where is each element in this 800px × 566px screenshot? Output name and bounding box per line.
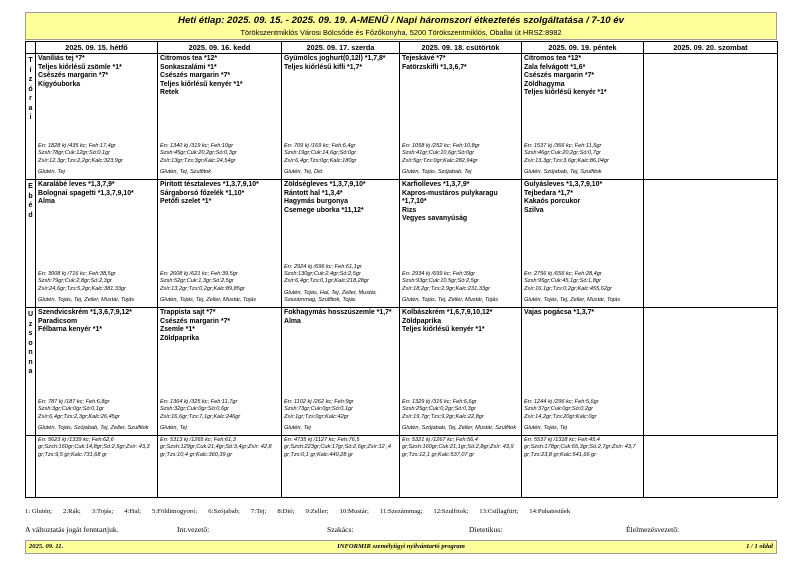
nutrition-info — [402, 143, 519, 176]
nutrition-info — [160, 143, 279, 176]
food-item: Teljes kiőrlésű kifli *1,7* — [284, 63, 363, 71]
program-name: INFORMIR személyiígyi nyilvántartó program — [337, 543, 465, 550]
page-footer — [25, 540, 777, 554]
nutrition-info — [38, 399, 155, 432]
weekly-menu-table — [25, 41, 778, 498]
food-item: Pirított tésztaleves *1,3,7,9,10* — [160, 181, 259, 188]
nutrition-info — [38, 271, 155, 304]
dietetikus-label: Dietetikus: — [469, 525, 503, 534]
food-item: Zsemle *1* — [160, 326, 195, 334]
allergen-list: Glutén, Tojás, Szójabab, Tej — [402, 168, 472, 175]
day-header: 2025. 09. 18. csütörtök — [400, 42, 522, 54]
menu-cell — [644, 54, 778, 180]
elelmezesvezeto-label: Élelmezésvezető: — [626, 525, 680, 534]
food-item: Vegyes savanyúság — [402, 215, 468, 223]
allergen-legend-item: 14:Puhatestűek — [529, 508, 571, 515]
menu-cell — [400, 308, 522, 436]
nutrition-values: En: 1244 kj /296 kc; Feh:5,6gr Szsh:37gr;Cuk:0gr;Só:0,2gr Zsír:14,2gr;Tzs:20gr;Kalc:0gr — [524, 399, 599, 420]
allergen-list: Glutén, Tej — [284, 424, 311, 431]
page-number: 1 / 1 oldal — [746, 543, 773, 550]
corner-cell — [26, 42, 36, 54]
menu-cell — [644, 308, 778, 436]
nutrition-values: En: 2924 kj /696 kc; Feh:61,1gr Szsh:130gr;Cuk:2,4gr;Só:2,5gr Zsír:6,4gr;Tzs:0,1gr;Kalc:218,28gr — [284, 263, 369, 285]
meal-label-letter: T — [28, 57, 33, 64]
food-item: Hagymás burgonya — [284, 198, 348, 206]
nutrition-info — [402, 399, 519, 432]
food-list — [284, 55, 397, 72]
menu-subtitle: Törökszentmiklós Városi Bölcsőde és Főzőkonyha, 5200 Törökszentmiklós, Oballai út HRSZ:8982 — [240, 28, 562, 37]
meal-label — [26, 54, 36, 180]
food-list — [38, 55, 155, 89]
daily-total: En: 5537 kj /1318 kc; Feh:45,4 gr;Szsh:178gr;Cuk:65,3gr;Só:2,7gr;Zsír: 43,7 gr;Tzs:23,8 gr;Kalc:541,66 gr — [522, 436, 644, 498]
food-item: Gulyásleves *1,3,7,9,10* — [524, 181, 603, 188]
menu-cell — [522, 54, 644, 180]
day-header: 2025. 09. 19. péntek — [522, 42, 644, 54]
daily-total — [644, 436, 778, 498]
nutrition-info — [284, 399, 397, 432]
menu-cell — [282, 180, 400, 308]
nutrition-values: En: 2608 kj /621 kc; Feh:39,5gr Szsh:52gr;Cuk:1,3gr;Só:2,5gr Zsír:13,2gr;Tzs:0,2gr;Kalc:89,85gr — [160, 271, 245, 292]
menu-cell — [36, 180, 158, 308]
food-list — [38, 309, 155, 335]
daily-totals-row — [26, 436, 778, 498]
food-item: Vaníliás tej *7* — [38, 55, 85, 62]
nutrition-values: En: 3008 kj /716 kc; Feh:38,5gr Szsh:79gr;Cuk:2,8gr;Só:2,3gr Zsír:24,6gr;Tzs:5,2gr;Kalc:381,33gr — [38, 271, 126, 292]
menu-cell — [400, 180, 522, 308]
meal-label-letter: i — [29, 114, 32, 121]
allergen-legend-item: 11:Szezámmag; — [379, 508, 423, 515]
food-item: Tejbedara *1,7* — [524, 189, 573, 197]
food-list — [160, 181, 279, 207]
allergen-legend-item: 13:Csillagfürt; — [479, 508, 519, 515]
meal-label — [26, 308, 36, 436]
meal-row — [26, 180, 778, 308]
food-item: Sonkaszalámi *1* — [160, 63, 217, 71]
food-list — [402, 309, 519, 335]
food-item: Csészés margarin *7* — [38, 72, 109, 80]
food-item: Csészés margarin *7* — [160, 317, 231, 325]
meal-label — [26, 180, 36, 308]
allergen-list: Glutén, Tojás, Tej, Zeller, Mustár, Tojás — [160, 296, 257, 303]
day-header: 2025. 09. 20. szombat — [644, 42, 778, 54]
daily-total: En: 4735 kj /1127 kc; Feh:76,5 gr;Szsh:223gr;Cuk:17gr;Só:2,6gr;Zsír:12 ,4 gr;Tzs:0,1 gr;Kalc:440,28 gr — [282, 436, 400, 498]
nutrition-values: En: 1364 kj /325 kc; Feh:11,7gr Szsh:32gr;Cuk:0gr;Só:0,6gr Zsír:16,6gr;Tzs:7,1gr;Kalc:246gr — [160, 399, 241, 420]
day-header: 2025. 09. 17. szerda — [282, 42, 400, 54]
nutrition-info — [402, 271, 519, 304]
allergen-list: Glutén, Tojás, Tej, Zeller, Mustár, Tojás — [402, 296, 499, 303]
allergen-legend-item: 4:Hal; — [124, 508, 141, 515]
meal-label-letter: a — [28, 368, 33, 375]
food-item: Kígyóuborka — [38, 80, 81, 88]
food-item: Citromos tea *12* — [160, 55, 218, 62]
nutrition-info — [38, 143, 155, 176]
allergen-legend-item: 2:Rák; — [62, 508, 81, 515]
nutrition-info — [284, 143, 397, 176]
days-header-row — [26, 42, 778, 54]
nutrition-values: En: 709 kj /169 kc; Feh:6,4gr Szsh:19gr;Cuk:14,6gr;Só:0gr Zsír:6,4gr;Tzs:0gr;Kalc:180gr — [284, 143, 357, 164]
food-item: Teljes kiőrlésű zsömle *1* — [38, 63, 122, 71]
food-item: Petőfi szelet *1* — [160, 198, 212, 206]
food-list — [524, 55, 641, 98]
meal-label-letter: z — [28, 320, 33, 328]
food-item: Alma — [38, 198, 55, 206]
allergen-list: Glutén, Tej — [160, 424, 187, 431]
menu-cell — [282, 54, 400, 180]
food-item: Teljes kiőrlésű kenyér *1* — [524, 89, 607, 97]
allergen-list: Glutén, Tojás, Tej — [524, 424, 568, 431]
meal-label-letter: é — [28, 202, 33, 209]
nutrition-values: En: 1828 kj /435 kc; Feh:17,4gr Szsh:78gr;Cuk:12gr;Só:0,1gr Zsír:12,3gr;Tzs:2,2gr;Kalc:323,9gr — [38, 143, 123, 164]
allergen-list: Glutén, Tojás, Hal, Tej, Zeller, Mustár, Szezámmag, Szulfitok, Tojás — [284, 289, 377, 303]
menu-cell — [36, 308, 158, 436]
meal-label-letter: n — [28, 349, 33, 356]
food-item: Teljes kiőrlésű kenyér *1* — [402, 326, 485, 334]
meal-label-letter: s — [28, 330, 33, 337]
food-item: Citromos tea *12* — [524, 55, 582, 62]
daily-total: En: 5623 kj /1339 kc; Feh:62,6 gr;Szsh:160gr;Cuk:14,8gr;Só:2,5gr;Zsír: 43,3 gr;Tzs:9,5 gr;Kalc:731,68 gr — [36, 436, 158, 498]
food-item: Tejeskávé *7* — [402, 55, 446, 62]
food-item: Csészés margarin *7* — [524, 72, 595, 80]
nutrition-values: En: 787 kj /187 kc; Feh:6,8gr Szsh:3gr;Cuk:0gr;Só:0,1gr Zsír:6,4gr;Tzs:2,3gr;Kalc:26,45gr — [38, 399, 120, 420]
food-item: Fokhagymás hosszúszemle *1,7* — [284, 309, 392, 316]
meal-label-letter: z — [28, 76, 33, 83]
nutrition-info — [524, 271, 641, 304]
food-list — [524, 181, 641, 215]
menu-header — [25, 12, 777, 40]
food-item: Zöldpaprika — [402, 317, 442, 325]
allergen-legend-item: 12:Szulfitok; — [433, 508, 469, 515]
food-list — [38, 181, 155, 207]
food-item: Bolognai spagetti *1,3,7,9,10* — [38, 189, 134, 197]
food-item: Teljes kiőrlésű kenyér *1* — [160, 80, 243, 88]
day-header: 2025. 09. 16. kedd — [158, 42, 282, 54]
allergen-legend-item: 6:Szójabab; — [208, 508, 240, 515]
food-item: Alma — [284, 317, 301, 325]
nutrition-values: En: 2756 kj /656 kc; Feh:28,4gr Szsh:95gr;Cuk:45,1gr;Só:1,8gr Zsír:16,1gr;Tzs:0,2gr;Kalc:455,62gr — [524, 271, 612, 292]
rights-note: A változtatás jogát fenntartjuk. — [25, 525, 119, 534]
totals-label-cell — [26, 436, 36, 498]
food-item: Vajas pogácsa *1,3,7* — [524, 309, 595, 316]
food-list — [284, 181, 397, 215]
meal-label-letter: ó — [28, 85, 33, 93]
food-list — [160, 55, 279, 98]
meal-label-letter: a — [28, 104, 33, 112]
food-item: Paradicsom — [38, 317, 78, 325]
allergen-legend-item: 5:Földimogyoró; — [151, 508, 198, 515]
food-item: Fatörzskifli *1,3,6,7* — [402, 63, 467, 71]
food-item: Zala felvágott *1,6* — [524, 63, 586, 71]
food-item: Gyümölcs joghurt(0,12l) *1,7,8* — [284, 55, 386, 62]
food-list — [284, 309, 397, 326]
food-item: Szilva — [524, 206, 544, 214]
menu-cell — [158, 54, 282, 180]
food-item: Kakaós porcukor — [524, 198, 581, 206]
meal-label-letter: r — [29, 95, 32, 102]
food-item: Karfiolleves *1,3,7,9* — [402, 181, 470, 188]
food-item: Csészés margarin *7* — [160, 72, 231, 80]
nutrition-info — [160, 271, 279, 304]
allergen-list: Glutén, Tej, Dió — [284, 168, 323, 175]
food-item: Zöldpaprika — [160, 334, 200, 342]
menu-cell — [522, 180, 644, 308]
allergen-list: Glutén, Szójabab, Tej, Zeller, Mustár, Szulfitok — [402, 424, 517, 431]
nutrition-info — [524, 399, 641, 432]
food-list — [160, 309, 279, 343]
nutrition-values: En: 1340 kj /319 kc; Feh:10gr Szsh:45gr;Cuk:20,2gr;Só:0,3gr Zsír:13gr;Tzs:3gr;Kalc:24,54gr — [160, 143, 237, 164]
food-item: Félbarna kenyér *1* — [38, 326, 102, 334]
food-list — [402, 181, 519, 224]
menu-cell — [282, 308, 400, 436]
food-list — [402, 55, 519, 72]
food-item: Zöldhagyma — [524, 80, 565, 88]
meal-label-letter: n — [28, 358, 33, 366]
food-item: Karalábé leves *1,3,7,9* — [38, 181, 115, 188]
nutrition-values: En: 1102 kj /262 kc; Feh:9gr Szsh:73gr;Cuk:0gr;Só:0,1gr Zsír:1gr;Tzs:0gr;Kalc:42gr — [284, 399, 354, 420]
day-header: 2025. 09. 15. hétfő — [36, 42, 158, 54]
nutrition-info — [160, 399, 279, 432]
int-vezeto-label: Int.vezető: — [177, 525, 210, 534]
food-item: Sárgaborsó főzelék *1,10* — [160, 189, 245, 197]
food-item: Szendvicskrém *1,3,6,7,9,12* — [38, 309, 132, 316]
menu-cell — [36, 54, 158, 180]
meal-row — [26, 54, 778, 180]
allergen-list: Glutén, Tojás, Tej, Zeller, Mustár, Tojás — [38, 296, 135, 303]
allergen-legend-item: 9:Zeller; — [305, 508, 329, 515]
szakacs-label: Szakács: — [327, 525, 354, 534]
meal-label-letter: b — [28, 192, 33, 200]
nutrition-info — [284, 264, 397, 304]
nutrition-values: En: 2934 kj /699 kc; Feh:39gr Szsh:93gr;Cuk:10,5gr;Só:2,5gr Zsír:18,2gr;Tzs:2,9gr;Kalc:231,33gr — [402, 271, 490, 292]
menu-cell — [644, 180, 778, 308]
allergen-list: Glutén, Szójabab, Tej, Szulfitok — [524, 168, 602, 175]
menu-cell — [158, 180, 282, 308]
food-list — [524, 309, 641, 318]
nutrition-info — [524, 143, 641, 176]
meal-label-letter: U — [27, 311, 34, 318]
daily-total: En: 5321 kj /1267 kc; Feh:56,4 gr;Szsh:160gr;Cuk:21,1gr;Só:2,8gr;Zsír: 43,9 gr;Tzs:12,1 gr;Kalc:537,07 gr — [400, 436, 522, 498]
allergen-list: Glutén, Tojás, Tej, Zeller, Mustár, Tojás — [524, 296, 621, 303]
menu-cell — [400, 54, 522, 180]
meal-row — [26, 308, 778, 436]
nutrition-values: En: 1058 kj /252 kc; Feh:10,8gr Szsh:41gr;Cuk:10,6gr;Só:0gr Zsír:5gr;Tzs:0gr;Kalc:282,94gr — [402, 143, 480, 164]
allergen-legend-item: 3:Tojás; — [91, 508, 114, 515]
allergen-list: Glutén, Tej, Szulfitok — [160, 168, 212, 175]
menu-cell — [522, 308, 644, 436]
allergen-legend-item: 7:Tej; — [250, 508, 267, 515]
allergen-legend-item: 8:Dió; — [277, 508, 295, 515]
meal-label-letter: E — [28, 183, 33, 190]
menu-title: Heti étlap: 2025. 09. 15. - 2025. 09. 19. A-MENÜ / Napi háromszori étkeztetés szolgáltatása / 7-10 év — [178, 15, 624, 26]
allergen-legend — [25, 508, 785, 515]
food-item: Csemege uborka *11,12* — [284, 206, 364, 214]
meal-label-letter: d — [28, 211, 33, 219]
allergen-list: Glutén, Tej — [38, 168, 65, 175]
meal-label-letter: o — [28, 339, 33, 347]
daily-total: En: 5313 kj /1265 kc; Feh:61,3 gr;Szsh:129gr;Cuk:21,4gr;Só:3,4gr;Zsír: 42,8 gr;Tzs:10,4 gr;Kalc:360,39 gr — [158, 436, 282, 498]
allergen-list: Glutén, Tojás, Szójabab, Tej, Zeller, Szulfitok — [38, 424, 149, 431]
food-item: Kapros-mustáros pulykaragu *1,7,10* — [402, 189, 498, 206]
food-item: Retek — [160, 89, 179, 97]
meal-label-letter: í — [29, 66, 32, 74]
food-item: Trappista sajt *7* — [160, 309, 216, 316]
allergen-legend-item: 1: Glutén; — [25, 508, 52, 515]
food-item: Zöldségleves *1,3,7,9,10* — [284, 181, 366, 188]
print-date: 2025. 09. 11. — [29, 543, 64, 550]
menu-cell — [158, 308, 282, 436]
nutrition-values: En: 1329 kj /316 kc; Feh:6,6gr Szsh:25gr;Cuk:0,2gr;Só:0,3gr Zsír:19,7gr;Tzs:9,2gr;Kalc:22,8gr — [402, 399, 484, 420]
food-item: Rizs — [402, 206, 417, 214]
food-item: Rántott hal *1,3,4* — [284, 189, 343, 197]
nutrition-values: En: 1537 kj /366 kc; Feh:11,5gr Szsh:46gr;Cuk:20,2gr;Só:0,7gr Zsír:13,3gr;Tzs:3,6gr;Kalc:86,04gr — [524, 143, 609, 164]
allergen-legend-item: 10:Mustár; — [339, 508, 369, 515]
food-item: Kolbászkrém *1,6,7,9,10,12* — [402, 309, 493, 316]
